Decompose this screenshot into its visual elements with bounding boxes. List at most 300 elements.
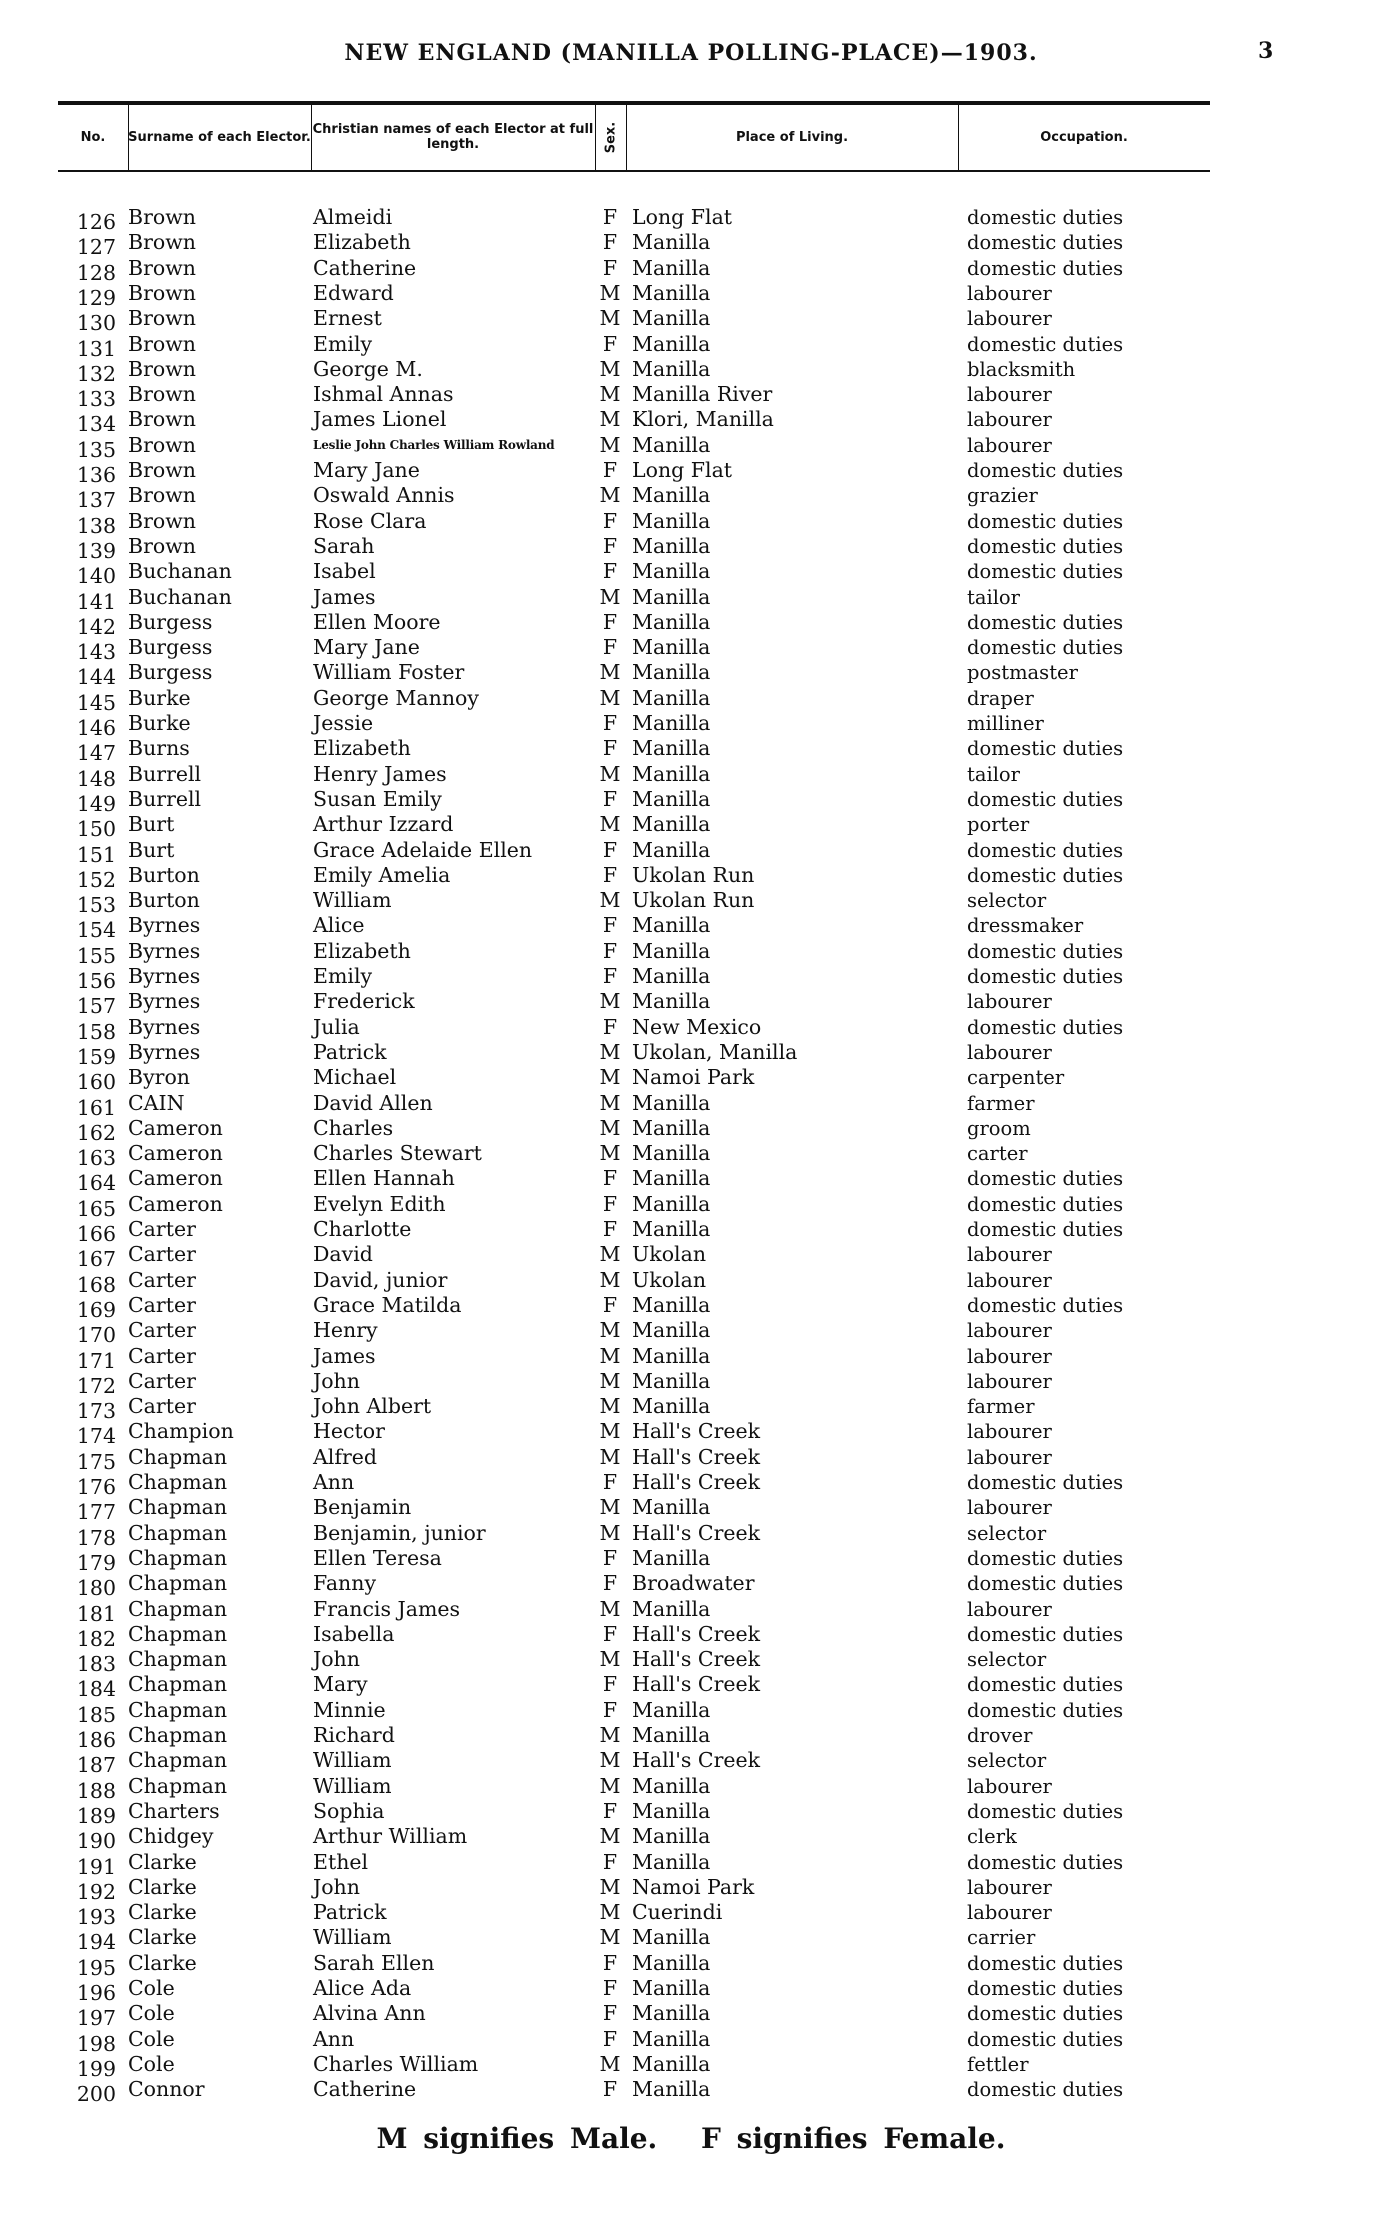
elector-christian-names: David, junior [313, 1267, 448, 1292]
elector-surname: Brown [128, 432, 196, 457]
elector-occupation: labourer [967, 1243, 1052, 1267]
elector-number: 137 [76, 488, 116, 513]
elector-occupation: domestic duties [967, 939, 1124, 963]
elector-sex: F [602, 964, 618, 988]
elector-place-of-living: Manilla [632, 938, 711, 963]
table-row [0, 2077, 1382, 2107]
elector-surname: Cameron [128, 1191, 223, 1216]
elector-sex: M [599, 1065, 621, 1090]
elector-place-of-living: Manilla [632, 1697, 711, 1722]
elector-occupation: domestic duties [967, 256, 1124, 280]
elector-occupation: labourer [967, 281, 1052, 305]
elector-christian-names: Alice Ada [313, 1976, 412, 2000]
elector-surname: Brown [128, 331, 196, 356]
table-row [0, 432, 1382, 462]
elector-christian-names: Francis James [313, 1596, 461, 1621]
elector-sex: F [602, 1217, 618, 1241]
table-row [0, 736, 1382, 766]
elector-place-of-living: Manilla [632, 1824, 711, 1849]
table-row [0, 1773, 1382, 1803]
elector-place-of-living: Manilla [632, 1191, 711, 1216]
elector-place-of-living: Manilla [632, 1217, 711, 1241]
elector-place-of-living: Hall's Creek [632, 1520, 761, 1545]
elector-occupation: labourer [967, 383, 1052, 407]
elector-surname: Carter [128, 1242, 196, 1267]
page-title: NEW ENGLAND (MANILLA POLLING-PLACE)—1903. [344, 40, 1038, 66]
header-sex-label: Sex. [603, 121, 619, 153]
elector-sex: M [599, 1520, 621, 1545]
elector-number: 196 [76, 1981, 116, 2005]
elector-sex: M [599, 1925, 621, 1950]
elector-christian-names: James [313, 584, 376, 609]
elector-surname: Cole [128, 2026, 175, 2051]
elector-place-of-living: Manilla [632, 1394, 711, 1419]
table-row [0, 761, 1382, 791]
elector-number: 180 [76, 1576, 116, 1601]
elector-number: 127 [76, 235, 116, 260]
elector-occupation: labourer [967, 1344, 1052, 1368]
elector-occupation: milliner [967, 712, 1044, 735]
elector-number: 173 [76, 1399, 116, 1424]
elector-number: 147 [76, 741, 116, 766]
elector-number: 174 [76, 1424, 116, 1449]
elector-surname: Burrell [128, 786, 202, 811]
elector-sex: F [602, 938, 618, 963]
elector-sex: M [599, 1444, 621, 1469]
elector-number: 188 [76, 1778, 116, 1803]
elector-surname: Byron [128, 1065, 190, 1090]
table-row [0, 660, 1382, 690]
elector-place-of-living: Manilla [632, 2026, 711, 2051]
table-row [0, 1495, 1382, 1525]
elector-sex: F [602, 533, 618, 558]
elector-christian-names: George M. [313, 356, 423, 381]
elector-place-of-living: Manilla [632, 812, 711, 837]
elector-place-of-living: Manilla [632, 432, 711, 457]
elector-christian-names: Jessie [313, 711, 374, 735]
elector-occupation: domestic duties [967, 1951, 1124, 1975]
elector-sex: F [602, 609, 618, 634]
elector-christian-names: David Allen [313, 1090, 433, 1115]
elector-surname: Burgess [128, 660, 213, 685]
elector-occupation: domestic duties [967, 560, 1124, 584]
elector-christian-names: Grace Adelaide Ellen [313, 837, 533, 862]
elector-sex: M [599, 1495, 621, 1520]
elector-sex: M [599, 306, 621, 331]
elector-occupation: labourer [967, 1268, 1052, 1292]
table-row [0, 1723, 1382, 1752]
table-row [0, 1090, 1382, 1120]
table-row [0, 1697, 1382, 1727]
elector-surname: Burke [128, 685, 191, 710]
elector-christian-names: Charlotte [313, 1217, 412, 1241]
table-row [0, 356, 1382, 386]
elector-sex: M [599, 660, 621, 685]
elector-sex: F [602, 1976, 618, 2000]
elector-christian-names: Charles William [313, 2051, 479, 2076]
elector-surname: Burt [128, 837, 175, 862]
elector-number: 135 [76, 437, 116, 462]
elector-christian-names: Ellen Teresa [313, 1545, 442, 1570]
elector-sex: F [602, 837, 618, 862]
elector-surname: Carter [128, 1217, 196, 1241]
elector-number: 149 [76, 791, 116, 816]
elector-sex: F [602, 1697, 618, 1722]
elector-surname: Brown [128, 255, 196, 280]
elector-occupation: drover [967, 1724, 1033, 1747]
elector-sex: F [602, 2001, 618, 2026]
elector-surname: Cole [128, 2001, 175, 2026]
elector-place-of-living: Hall's Creek [632, 1647, 761, 1672]
table-row [0, 1874, 1382, 1904]
elector-christian-names: Catherine [313, 255, 417, 280]
elector-christian-names: Ethel [313, 1849, 369, 1874]
elector-christian-names: Rose Clara [313, 508, 427, 533]
elector-christian-names: Richard [313, 1723, 395, 1747]
elector-surname: Burgess [128, 609, 213, 634]
table-row [0, 584, 1382, 614]
elector-surname: Carter [128, 1292, 196, 1317]
elector-occupation: domestic duties [967, 610, 1124, 634]
elector-christian-names: Susan Emily [313, 786, 442, 811]
elector-surname: Brown [128, 483, 196, 508]
elector-place-of-living: Manilla [632, 1292, 711, 1317]
elector-place-of-living: Manilla [632, 2051, 711, 2076]
elector-place-of-living: Long Flat [632, 205, 733, 229]
elector-number: 166 [76, 1222, 116, 1246]
elector-place-of-living: Hall's Creek [632, 1470, 761, 1494]
table-row [0, 1571, 1382, 1601]
elector-place-of-living: Ukolan [632, 1242, 707, 1267]
table-row [0, 255, 1382, 285]
elector-christian-names: Elizabeth [313, 230, 411, 255]
elector-place-of-living: Manilla [632, 1596, 711, 1621]
elector-place-of-living: Hall's Creek [632, 1621, 761, 1646]
elector-surname: Byrnes [128, 1014, 201, 1039]
elector-number: 153 [76, 893, 116, 918]
elector-number: 165 [76, 1196, 116, 1221]
elector-sex: M [599, 280, 621, 305]
elector-sex: M [599, 1343, 621, 1368]
elector-place-of-living: Manilla [632, 1115, 711, 1140]
elector-christian-names: Michael [313, 1065, 397, 1090]
elector-place-of-living: Manilla [632, 989, 711, 1014]
elector-christian-names: Isabel [313, 559, 376, 584]
elector-surname: Brown [128, 356, 196, 381]
elector-sex: F [602, 508, 618, 533]
elector-surname: Cameron [128, 1141, 223, 1166]
elector-sex: M [599, 1242, 621, 1267]
elector-christian-names: Ellen Hannah [313, 1166, 455, 1191]
elector-surname: Burton [128, 862, 200, 887]
elector-sex: M [599, 1039, 621, 1064]
elector-place-of-living: Manilla [632, 356, 711, 381]
elector-surname: Carter [128, 1394, 196, 1419]
elector-sex: M [599, 1141, 621, 1166]
elector-occupation: selector [967, 1749, 1047, 1773]
elector-surname: Chapman [128, 1697, 228, 1722]
elector-christian-names: Patrick [313, 1900, 387, 1925]
elector-occupation: labourer [967, 1774, 1052, 1798]
elector-surname: Brown [128, 407, 196, 432]
page-number: 3 [1258, 38, 1274, 64]
elector-occupation: domestic duties [967, 2002, 1124, 2026]
elector-sex: F [602, 2077, 618, 2102]
elector-place-of-living: Ukolan, Manilla [632, 1039, 798, 1064]
elector-surname: Carter [128, 1368, 196, 1393]
elector-number: 138 [76, 513, 116, 538]
elector-sex: M [599, 989, 621, 1014]
elector-number: 158 [76, 1019, 116, 1044]
elector-occupation: domestic duties [967, 2027, 1124, 2051]
elector-surname: Connor [128, 2077, 205, 2102]
elector-number: 155 [76, 943, 116, 968]
elector-number: 167 [76, 1247, 116, 1272]
table-row [0, 508, 1382, 538]
elector-sex: M [599, 1318, 621, 1343]
elector-place-of-living: Manilla [632, 1090, 711, 1115]
elector-sex: M [599, 1115, 621, 1140]
elector-number: 154 [76, 918, 116, 943]
elector-surname: Carter [128, 1343, 196, 1368]
table-row [0, 331, 1382, 361]
elector-christian-names: James Lionel [313, 407, 447, 432]
elector-christian-names: Frederick [313, 989, 415, 1014]
elector-christian-names: Emily Amelia [313, 862, 451, 887]
elector-surname: Brown [128, 306, 196, 331]
table-row [0, 635, 1382, 665]
table-row [0, 711, 1382, 740]
elector-sex: F [602, 1014, 618, 1039]
elector-sex: M [599, 584, 621, 609]
table-row [0, 483, 1382, 513]
elector-surname: Burns [128, 736, 190, 761]
elector-sex: F [602, 1470, 618, 1494]
elector-surname: Chapman [128, 1495, 228, 1520]
elector-place-of-living: Manilla [632, 913, 711, 938]
elector-number: 163 [76, 1146, 116, 1171]
elector-surname: Burrell [128, 761, 202, 786]
table-row [0, 1444, 1382, 1474]
elector-place-of-living: Manilla [632, 1773, 711, 1798]
elector-sex: M [599, 356, 621, 381]
elector-sex: F [602, 1545, 618, 1570]
elector-sex: F [602, 458, 618, 482]
table-row [0, 1647, 1382, 1677]
table-row [0, 685, 1382, 715]
elector-number: 175 [76, 1449, 116, 1474]
elector-occupation: domestic duties [967, 737, 1124, 761]
elector-sex: F [602, 1950, 618, 1975]
table-row [0, 306, 1382, 336]
elector-occupation: domestic duties [967, 863, 1124, 887]
elector-occupation: tailor [967, 762, 1020, 786]
elector-sex: F [602, 230, 618, 255]
elector-number: 128 [76, 260, 116, 285]
elector-surname: Cole [128, 2051, 175, 2076]
elector-occupation: dressmaker [967, 914, 1084, 938]
elector-sex: F [602, 331, 618, 356]
elector-occupation: domestic duties [967, 459, 1124, 482]
elector-sex: M [599, 1723, 621, 1747]
elector-christian-names: John Albert [313, 1394, 432, 1419]
table-row [0, 1925, 1382, 1955]
table-row [0, 1318, 1382, 1348]
elector-number: 143 [76, 640, 116, 665]
elector-christian-names: Sarah Ellen [313, 1950, 435, 1975]
elector-sex: F [602, 1571, 618, 1596]
elector-place-of-living: Manilla [632, 1166, 711, 1191]
table-row [0, 2001, 1382, 2031]
elector-christian-names: Minnie [313, 1697, 386, 1722]
elector-surname: Buchanan [128, 559, 232, 584]
elector-christian-names: Elizabeth [313, 938, 411, 963]
elector-number: 146 [76, 716, 116, 740]
table-row [0, 1115, 1382, 1145]
elector-number: 176 [76, 1475, 116, 1499]
table-row [0, 1343, 1382, 1373]
elector-number: 200 [76, 2082, 116, 2107]
elector-occupation: fettler [967, 2052, 1029, 2076]
elector-surname: Chapman [128, 1621, 228, 1646]
elector-number: 164 [76, 1171, 116, 1196]
elector-place-of-living: Manilla [632, 1343, 711, 1368]
elector-christian-names: Almeidi [313, 205, 393, 229]
elector-place-of-living: Manilla [632, 533, 711, 558]
table-row [0, 1141, 1382, 1171]
header-bottom-rule [58, 170, 1210, 172]
elector-surname: Carter [128, 1318, 196, 1343]
elector-surname: Charters [128, 1798, 220, 1823]
elector-place-of-living: Manilla [632, 761, 711, 786]
elector-occupation: domestic duties [967, 1572, 1124, 1596]
elector-place-of-living: Klori, Manilla [632, 407, 774, 432]
elector-number: 133 [76, 387, 116, 412]
elector-place-of-living: Manilla [632, 1925, 711, 1950]
elector-christian-names: Ellen Moore [313, 609, 441, 634]
elector-christian-names: Hector [313, 1419, 385, 1444]
table-row [0, 2051, 1382, 2081]
table-row [0, 1242, 1382, 1272]
elector-number: 177 [76, 1500, 116, 1525]
table-row [0, 280, 1382, 310]
elector-occupation: domestic duties [967, 1015, 1124, 1039]
elector-number: 179 [76, 1550, 116, 1575]
elector-number: 187 [76, 1753, 116, 1778]
table-row [0, 1394, 1382, 1424]
elector-occupation: selector [967, 1648, 1047, 1672]
elector-place-of-living: Hall's Creek [632, 1748, 761, 1773]
elector-number: 185 [76, 1702, 116, 1727]
table-row [0, 407, 1382, 437]
elector-occupation: labourer [967, 1901, 1052, 1925]
elector-place-of-living: Hall's Creek [632, 1444, 761, 1469]
elector-occupation: postmaster [967, 661, 1078, 685]
elector-surname: CAIN [128, 1090, 185, 1115]
table-row [0, 2026, 1382, 2056]
table-row [0, 382, 1382, 412]
elector-sex: M [599, 685, 621, 710]
elector-surname: Carter [128, 1267, 196, 1292]
elector-christian-names: John [313, 1368, 360, 1393]
elector-occupation: labourer [967, 408, 1052, 432]
elector-occupation: carrier [967, 1926, 1036, 1950]
elector-surname: Byrnes [128, 964, 201, 988]
table-row [0, 1798, 1382, 1828]
elector-place-of-living: Manilla [632, 331, 711, 356]
elector-place-of-living: Manilla [632, 255, 711, 280]
table-row [0, 1596, 1382, 1626]
elector-christian-names: Emily [313, 964, 373, 988]
elector-christian-names: Charles Stewart [313, 1141, 482, 1166]
table-row [0, 1014, 1382, 1044]
elector-place-of-living: Hall's Creek [632, 1419, 761, 1444]
elector-number: 186 [76, 1728, 116, 1752]
elector-surname: Clarke [128, 1874, 197, 1899]
table-row [0, 1166, 1382, 1196]
elector-number: 183 [76, 1652, 116, 1677]
elector-surname: Chapman [128, 1748, 228, 1773]
elector-christian-names: William Foster [313, 660, 465, 685]
elector-occupation: domestic duties [967, 1293, 1124, 1317]
elector-occupation: domestic duties [967, 1850, 1124, 1874]
elector-place-of-living: New Mexico [632, 1014, 762, 1039]
elector-christian-names: Henry James [313, 761, 447, 786]
elector-occupation: domestic duties [967, 534, 1124, 558]
elector-number: 151 [76, 842, 116, 867]
elector-occupation: labourer [967, 1319, 1052, 1343]
elector-christian-names: Benjamin, junior [313, 1520, 486, 1545]
elector-number: 152 [76, 867, 116, 892]
elector-christian-names: James [313, 1343, 376, 1368]
elector-sex: F [602, 635, 618, 660]
elector-sex: M [599, 1874, 621, 1899]
elector-place-of-living: Manilla [632, 1798, 711, 1823]
elector-sex: F [602, 736, 618, 761]
table-row [0, 964, 1382, 993]
elector-christian-names: John [313, 1874, 360, 1899]
table-row [0, 609, 1382, 639]
elector-surname: Brown [128, 230, 196, 255]
elector-occupation: carpenter [967, 1066, 1065, 1090]
elector-place-of-living: Ukolan Run [632, 888, 755, 913]
elector-sex: F [602, 1672, 618, 1697]
elector-number: 192 [76, 1879, 116, 1904]
elector-number: 193 [76, 1905, 116, 1930]
legend-female: F signifies Female. [701, 2122, 1006, 2155]
elector-place-of-living: Manilla [632, 1849, 711, 1874]
elector-place-of-living: Manilla [632, 711, 711, 735]
elector-christian-names: Charles [313, 1115, 394, 1140]
header-sex [595, 106, 626, 168]
header-top-rule [58, 101, 1210, 105]
elector-number: 130 [76, 311, 116, 336]
elector-occupation: domestic duties [967, 1471, 1124, 1494]
elector-occupation: domestic duties [967, 965, 1124, 988]
table-row [0, 458, 1382, 487]
elector-surname: Burt [128, 812, 175, 837]
table-row [0, 1621, 1382, 1651]
elector-christian-names: George Mannoy [313, 685, 479, 710]
header-occupation: Occupation. [1040, 129, 1128, 145]
legend-male: M signifies Male. [376, 2122, 658, 2155]
elector-occupation: labourer [967, 1875, 1052, 1899]
elector-number: 195 [76, 1955, 116, 1980]
elector-christian-names: Catherine [313, 2077, 417, 2102]
elector-number: 126 [76, 210, 116, 234]
table-row [0, 938, 1382, 968]
table-row [0, 1470, 1382, 1499]
